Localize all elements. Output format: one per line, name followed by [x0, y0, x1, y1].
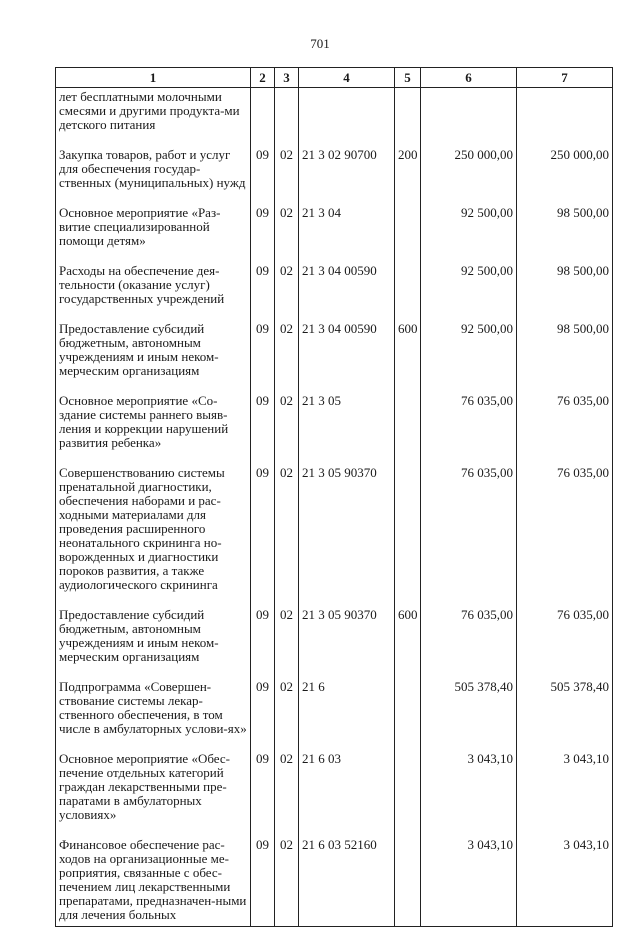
row-name: Основное мероприятие «Обес-печение отдельных категорий граждан лекарственными пре-паратами в амбулаторных условиях»: [56, 750, 251, 836]
row-rz: 09: [251, 262, 275, 320]
row-csr: 21 3 02 90700: [299, 146, 395, 204]
row-amount-7: [517, 88, 613, 147]
table-row: [56, 750, 613, 836]
row-amount-7: 3 043,10: [517, 836, 613, 927]
row-rz: 09: [251, 678, 275, 750]
row-vr: [395, 750, 421, 836]
row-vr: [395, 464, 421, 606]
row-amount-6: 3 043,10: [421, 750, 517, 836]
table-row: [56, 836, 613, 927]
row-name: Предоставление субсидий бюджетным, автономным учреждениям и иным неком-мерческим организациям: [56, 320, 251, 392]
row-name: Расходы на обеспечение дея-тельности (оказание услуг) государственных учреждений: [56, 262, 251, 320]
row-rz: 09: [251, 392, 275, 464]
row-rz: 09: [251, 750, 275, 836]
row-amount-6: 250 000,00: [421, 146, 517, 204]
row-amount-7: 76 035,00: [517, 464, 613, 606]
row-pr: 02: [275, 836, 299, 927]
row-amount-7: 98 500,00: [517, 262, 613, 320]
row-amount-6: 76 035,00: [421, 606, 517, 678]
row-amount-7: 505 378,40: [517, 678, 613, 750]
row-rz: 09: [251, 606, 275, 678]
row-amount-6: 92 500,00: [421, 320, 517, 392]
row-pr: 02: [275, 678, 299, 750]
header-col-6: 6: [421, 68, 517, 88]
row-csr: 21 3 04: [299, 204, 395, 262]
page-number: 701: [310, 36, 330, 51]
row-amount-6: 3 043,10: [421, 836, 517, 927]
table-row: [56, 678, 613, 750]
row-amount-7: 250 000,00: [517, 146, 613, 204]
row-amount-6: 505 378,40: [421, 678, 517, 750]
row-rz: 09: [251, 320, 275, 392]
row-name: Финансовое обеспечение рас-ходов на организационные ме-роприятия, связанные с обес-печением лиц лекарственными препаратами, предназначен-ными для лечения больных: [56, 836, 251, 927]
header-col-3: 3: [275, 68, 299, 88]
row-amount-6: 92 500,00: [421, 204, 517, 262]
budget-table: [55, 67, 613, 927]
row-rz: [251, 88, 275, 147]
row-vr: [395, 262, 421, 320]
header-col-4: 4: [299, 68, 395, 88]
row-name: лет бесплатными молочными смесями и другими продукта-ми детского питания: [56, 88, 251, 147]
row-pr: 02: [275, 204, 299, 262]
row-vr: 600: [395, 606, 421, 678]
row-vr: [395, 88, 421, 147]
row-rz: 09: [251, 836, 275, 927]
row-amount-7: 76 035,00: [517, 392, 613, 464]
row-csr: 21 6: [299, 678, 395, 750]
row-csr: 21 6 03 52160: [299, 836, 395, 927]
table-row: [56, 88, 613, 147]
row-name: Предоставление субсидий бюджетным, автономным учреждениям и иным неком-мерческим организациям: [56, 606, 251, 678]
row-csr: 21 3 04 00590: [299, 262, 395, 320]
table-row: [56, 320, 613, 392]
row-csr: 21 3 05 90370: [299, 606, 395, 678]
row-csr: 21 3 05: [299, 392, 395, 464]
row-pr: [275, 88, 299, 147]
table-row: [56, 146, 613, 204]
row-pr: 02: [275, 392, 299, 464]
row-name: Закупка товаров, работ и услуг для обеспечения государ-ственных (муниципальных) нужд: [56, 146, 251, 204]
row-rz: 09: [251, 204, 275, 262]
header-col-2: 2: [251, 68, 275, 88]
row-pr: 02: [275, 606, 299, 678]
row-amount-7: 3 043,10: [517, 750, 613, 836]
row-pr: 02: [275, 146, 299, 204]
header-col-5: 5: [395, 68, 421, 88]
header-col-1: 1: [56, 68, 251, 88]
row-vr: [395, 836, 421, 927]
table-row: [56, 262, 613, 320]
row-name: Совершенствованию системы пренатальной диагностики, обеспечения наборами и рас-ходными материалами для проведения расширенного неонатального скрининга но-ворожденных и диагностики пороков развития, а также аудиологического скрининга: [56, 464, 251, 606]
row-rz: 09: [251, 464, 275, 606]
row-csr: 21 3 05 90370: [299, 464, 395, 606]
row-vr: [395, 678, 421, 750]
row-rz: 09: [251, 146, 275, 204]
row-amount-6: 76 035,00: [421, 392, 517, 464]
row-amount-6: 92 500,00: [421, 262, 517, 320]
row-csr: 21 6 03: [299, 750, 395, 836]
table-row: [56, 606, 613, 678]
row-pr: 02: [275, 464, 299, 606]
row-pr: 02: [275, 320, 299, 392]
row-amount-7: 98 500,00: [517, 204, 613, 262]
header-col-7: 7: [517, 68, 613, 88]
row-vr: 600: [395, 320, 421, 392]
table-row: [56, 464, 613, 606]
row-csr: 21 3 04 00590: [299, 320, 395, 392]
row-vr: [395, 204, 421, 262]
row-name: Подпрограмма «Совершен-ствование системы лекар-ственного обеспечения, в том числе в амбулаторных услови-ях»: [56, 678, 251, 750]
row-vr: [395, 392, 421, 464]
row-name: Основное мероприятие «Раз-витие специализированной помощи детям»: [56, 204, 251, 262]
table-row: [56, 204, 613, 262]
row-name: Основное мероприятие «Со-здание системы раннего выяв-ления и коррекции нарушений развития ребенка»: [56, 392, 251, 464]
row-amount-7: 98 500,00: [517, 320, 613, 392]
table-row: [56, 392, 613, 464]
row-pr: 02: [275, 262, 299, 320]
row-pr: 02: [275, 750, 299, 836]
row-amount-7: 76 035,00: [517, 606, 613, 678]
row-amount-6: 76 035,00: [421, 464, 517, 606]
row-amount-6: [421, 88, 517, 147]
header-row: [56, 68, 613, 88]
row-vr: 200: [395, 146, 421, 204]
row-csr: [299, 88, 395, 147]
